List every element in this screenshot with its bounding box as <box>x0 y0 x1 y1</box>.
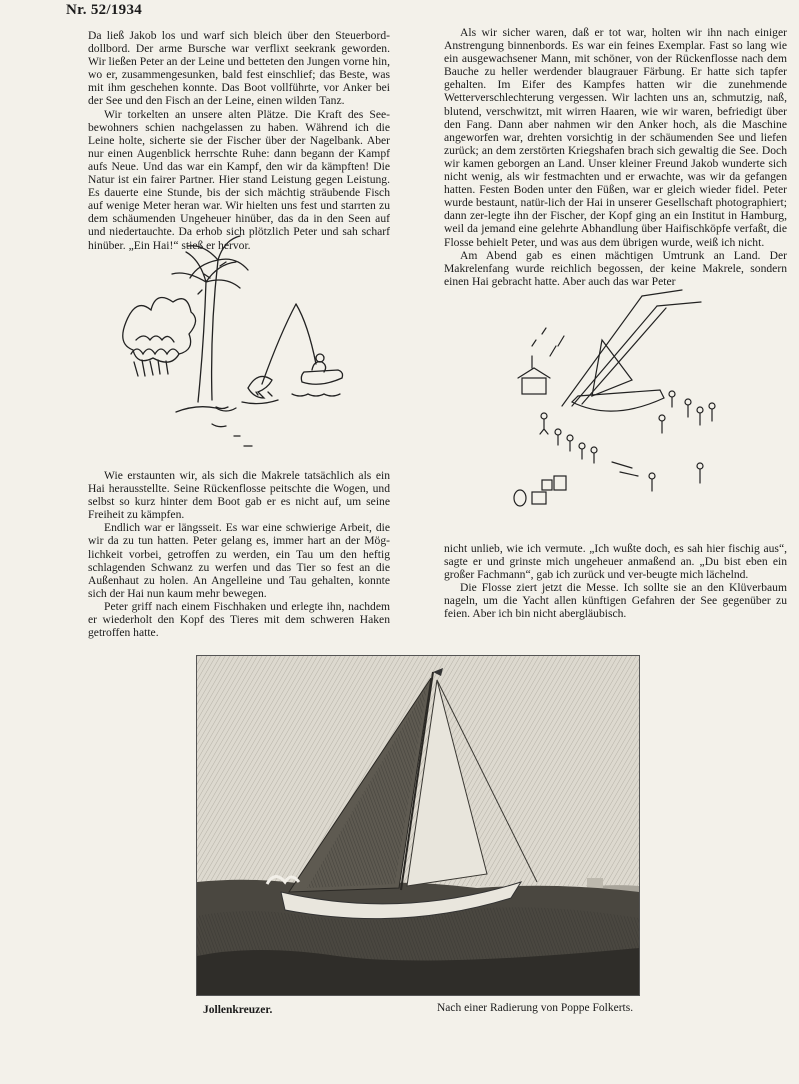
paragraph: nicht unlieb, wie ich vermute. „Ich wußte doch, es sah hier fischig aus“, sagte er und grinste mich ungeheuer anmaßend an. „Du bist eben ein großer Fachmann“, gab ich zurück und ver-beugte mich lächelnd. <box>444 542 787 582</box>
paragraph: Als wir sicher waren, daß er tot war, holten wir ihn nach einiger Anstrengung binnenbords. Es war ein feines Exemplar. Fast so lang wie ein ausgewachsener Mann, mit schöner, von der Rückenflosse nach dem Bauche zu heller werdender blaugrauer Färbung. Er hatte sich tapfer gehalten. Im Eifer des Kampfes hatten wir die zunehmende Wetterverschlechterung vergessen. Wir lachten uns an, schmutzig, naß, blutend, verschwitzt, mit wirren Haaren, wie wir waren, befriedigt über den Fang. Dann aber nahmen wir den Anker hoch, als die Maschine angeworfen war, drehten vorsichtig in der schäumenden See und liefen zurück; an dem zerstörten Kriegshafen brach sich gewaltig die See. Doch wir kamen geborgen an Land. Unser kleiner Freund Jakob wunderte sich nicht wenig, als wir festmachten und er erwachte, was wir da gefangen hatten. Festen Boden unter den Füßen, war er gleich wieder fidel. Peter wurde bestaunt, natür-lich der Hai in unserer Gesellschaft photographiert; dann zer-legte ihn der Fischer, der Kopf ging an ein Institut in Hamburg, weil da jemand eine gelehrte Abhandlung über Haifischköpfe verfaßt, die Flosse behielt Peter, und was aus dem übrigen wurde, weiß ich nicht. <box>444 26 787 249</box>
page-number: Nr. 52/1934 <box>66 2 143 18</box>
text-column-left-bottom <box>88 469 390 639</box>
harbor-sketch-illustration <box>512 286 732 522</box>
paragraph: Wie erstaunten wir, als sich die Makrele tatsächlich als ein Hai herausstellte. Seine Rückenflosse peitschte die Wogen, und selbst so kurz hinter dem Boot gab er es nicht auf, um seine Freiheit zu kämpfen. <box>88 469 390 522</box>
text-column-left-top <box>88 29 390 252</box>
paragraph: Da ließ Jakob los und warf sich bleich über den Steuerbord-dollbord. Der arme Bursche war verflixt seekrank geworden. Wir ließen Peter an der Leine und betteten den Jungen vorne hin, wo er, zusammengesunken, bald fest einschlief; das Beste, was mit ihm geschehen konnte. Das Boot vollführte, vor Anker bei der See und den Fisch an der Leine, einen wilden Tanz. <box>88 29 390 108</box>
figure-caption-credit: Nach einer Radierung von Poppe Folkerts. <box>437 1002 634 1014</box>
text-column-right-bottom <box>444 542 787 621</box>
text-column-right-top <box>444 26 787 288</box>
figure-caption-title: Jollenkreuzer. <box>203 1004 273 1016</box>
paragraph: Endlich war er längsseit. Es war eine schwierige Arbeit, die wir da zu tun hatten. Peter gelang es, immer hart an der Mög-lichkeit vorbei, getroffen zu werden, ein Tau um den heftig schlagenden Schwanz zu werfen und das Tier so fest an die Außenhaut zu holen. An Angelleine und Tau gehalten, konnte sich der Hai nun kaum mehr bewegen. <box>88 521 390 600</box>
paragraph: Peter griff nach einem Fischhaken und erlegte ihn, nachdem er wiederholt den Kopf des Tieres mit dem schweren Haken getroffen hatte. <box>88 599 390 640</box>
sailboat-etching-image <box>196 655 640 996</box>
paragraph: Wir torkelten an unsere alten Plätze. Die Kraft des See-bewohners schien nachgelassen zu haben. Während ich die Leine holte, sicherte sie der Fischer über der Nagelbank. Aber nur einen Augenblick herrschte Ruhe: dann begann der Kampf aufs Neue. Und das war ein Kampf, den wir da kämpften! Die Natur ist ein fairer Partner. Hier stand Leistung gegen Leistung. Es dauerte eine Stunde, bis der sich mächtig sträubende Fisch auf wenige Meter heran war. Wir hielten uns fest und starrten zu dem schäumenden Ungeheuer hinüber, das da in den Seen auf und niedertauchte. Da erhob sich plötzlich Peter und sah scharf hinüber. „Ein Hai!“ stieß er hervor. <box>88 107 390 252</box>
paragraph: Am Abend gab es einen mächtigen Umtrunk an Land. Der Makrelenfang wurde reichlich begossen, der keine Makrele, sondern einen Hai gebracht hatte. Aber auch das war Peter <box>444 248 787 288</box>
paragraph: Die Flosse ziert jetzt die Messe. Ich sollte sie an den Klüverbaum nageln, um die Yacht allen künftigen Gefahren der See gegenüber zu feien. Aber ich bin nicht abergläubisch. <box>444 581 787 621</box>
fishing-sketch-illustration <box>116 232 378 454</box>
